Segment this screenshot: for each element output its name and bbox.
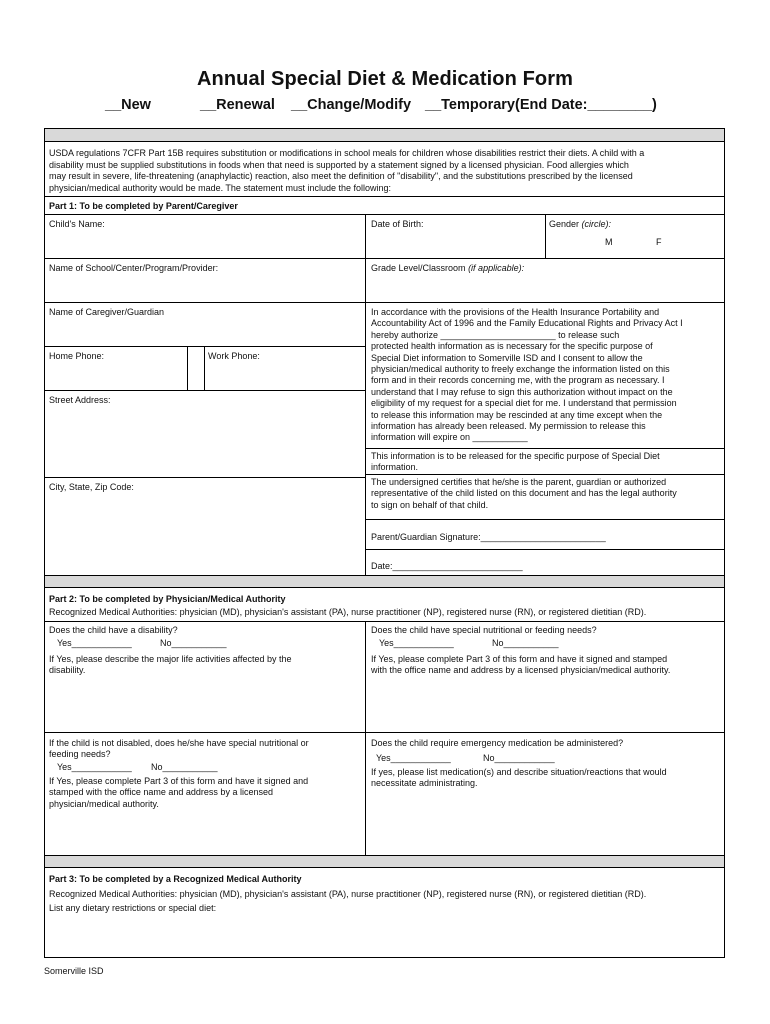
gender-label[interactable]: Gender (circle): (549, 219, 612, 229)
part3-heading: Part 3: To be completed by a Recognized Medical Authority (49, 874, 302, 884)
hipaa-line: In accordance with the provisions of the Health Insurance Portability and (371, 307, 660, 317)
part1-heading: Part 1: To be completed by Parent/Caregiver (49, 201, 238, 211)
street-address-label[interactable]: Street Address: (49, 395, 111, 405)
work-phone-label[interactable]: Work Phone: (208, 351, 260, 361)
section-band (45, 575, 724, 588)
hipaa-line: Special Diet information to Somerville ISD and I consent to allow the (371, 352, 643, 363)
q-not-disabled: If the child is not disabled, does he/she have special nutritional or (49, 738, 309, 748)
q-not-disabled: feeding needs? (49, 749, 111, 760)
gender-f[interactable]: F (656, 237, 662, 247)
city-state-zip-label[interactable]: City, State, Zip Code: (49, 482, 134, 492)
q-emergency-medication: Does the child require emergency medication be administered? (371, 738, 624, 748)
hipaa-line: Accountability Act of 1996 and the Family Educational Rights and Privacy Act I (371, 318, 683, 329)
hipaa-line: information will expire on ___________ (371, 432, 528, 443)
option-change-modify[interactable]: __Change/Modify (291, 97, 412, 113)
option-renewal[interactable]: __Renewal (200, 97, 275, 113)
parent-signature-field[interactable]: Parent/Guardian Signature:_________________________ (371, 532, 606, 542)
q-disability: Does the child have a disability? (49, 625, 178, 635)
hipaa-line: hereby authorize _______________________ to release such (371, 329, 620, 340)
home-phone-label[interactable]: Home Phone: (49, 351, 105, 361)
part3-authorities: Recognized Medical Authorities: physician (MD), physician's assistant (PA), nurse practitioner (NP), registered nurse (RN), or registered dietitian (RD). (49, 889, 647, 899)
form-table (44, 128, 725, 958)
parent-date-field[interactable]: Date:__________________________ (371, 561, 523, 571)
purpose-line: information. (371, 462, 419, 473)
certify-line: to sign on behalf of that child. (371, 499, 489, 510)
q-disability-followup: If Yes, please describe the major life activities affected by the (49, 654, 292, 664)
section-band (45, 855, 724, 868)
option-temporary[interactable]: __Temporary(End Date:________) (425, 97, 657, 113)
q-nutritional-followup: If Yes, please complete Part 3 of this form and have it signed and stamped (371, 654, 668, 664)
hipaa-line: physician/medical authority to freely exchange the information listed on this (371, 364, 670, 374)
q-nutritional-no[interactable]: No___________ (492, 638, 559, 648)
q-not-disabled-followup: If Yes, please complete Part 3 of this form and have it signed and (49, 776, 309, 786)
q-not-disabled-yes[interactable]: Yes____________ (57, 762, 132, 772)
usda-line-2: disability must be supplied substitutions in foods when that need is supported by a statement signed by a licensed physician. Food allergies which (49, 159, 629, 170)
date-of-birth-label[interactable]: Date of Birth: (371, 219, 424, 229)
usda-line-4: physician/medical authority would be made. The statement must include the following: (49, 182, 392, 193)
q-not-disabled-followup: stamped with the office name and address by a licensed (49, 787, 273, 798)
q-emergency-followup: necessitate administrating. (371, 778, 478, 789)
grade-label[interactable]: Grade Level/Classroom (if applicable): (371, 263, 525, 273)
option-new[interactable]: __New (105, 97, 151, 113)
part2-heading: Part 2: To be completed by Physician/Medical Authority (49, 594, 286, 604)
certify-line: representative of the child listed on this document and has the legal authority (371, 488, 677, 499)
q-emergency-no[interactable]: No____________ (483, 753, 555, 763)
q-not-disabled-no[interactable]: No___________ (151, 762, 218, 772)
hipaa-line: information has already been released. My permission to release this (371, 421, 646, 431)
hipaa-line: eligibility of my request for a special diet for me. I understand that permission (371, 398, 677, 409)
header-band (45, 129, 724, 142)
part2-authorities: Recognized Medical Authorities: physician (MD), physician's assistant (PA), nurse practitioner (NP), registered nurse (RN), or registered dietitian (RD). (49, 607, 647, 617)
childs-name-label[interactable]: Child's Name: (49, 219, 105, 229)
q-nutritional-needs: Does the child have special nutritional or feeding needs? (371, 625, 597, 635)
q-emergency-yes[interactable]: Yes____________ (376, 753, 451, 763)
hipaa-line: protected health information as is necessary for the specific purpose of (371, 341, 653, 352)
caregiver-label[interactable]: Name of Caregiver/Guardian (49, 307, 165, 317)
usda-line-1: USDA regulations 7CFR Part 15B requires substitution or modifications in school meals for children whose disabilities restrict their diets. A child with a (49, 148, 645, 158)
q-nutritional-followup: with the office name and address by a licensed physician/medical authority. (371, 665, 671, 676)
hipaa-line: to release this information may be rescinded at any time except when the (371, 409, 663, 420)
q-disability-yes[interactable]: Yes____________ (57, 638, 132, 648)
certify-line: The undersigned certifies that he/she is the parent, guardian or authorized (371, 477, 667, 487)
hipaa-line: form and in their records concerning me, with the program as necessary. I (371, 375, 665, 386)
usda-line-3: may result in severe, life-threatening (anaphylactic) reaction, also meet the definition of "disability", and the substitutions prescribed by the licensed (49, 171, 633, 181)
footer-district: Somerville ISD (44, 966, 104, 976)
gender-m[interactable]: M (605, 237, 613, 247)
q-disability-followup: disability. (49, 665, 86, 676)
purpose-line: This information is to be released for the specific purpose of Special Diet (371, 451, 660, 461)
form-title: Annual Special Diet & Medication Form (197, 68, 573, 90)
q-disability-no[interactable]: No___________ (160, 638, 227, 648)
q-emergency-followup: If yes, please list medication(s) and describe situation/reactions that would (371, 767, 667, 777)
dietary-restrictions-field[interactable]: List any dietary restrictions or special diet: (49, 903, 217, 913)
q-nutritional-yes[interactable]: Yes____________ (379, 638, 454, 648)
q-not-disabled-followup: physician/medical authority. (49, 798, 159, 809)
hipaa-line: understand that I may refuse to sign this authorization without impact on the (371, 386, 673, 397)
school-label[interactable]: Name of School/Center/Program/Provider: (49, 263, 219, 273)
